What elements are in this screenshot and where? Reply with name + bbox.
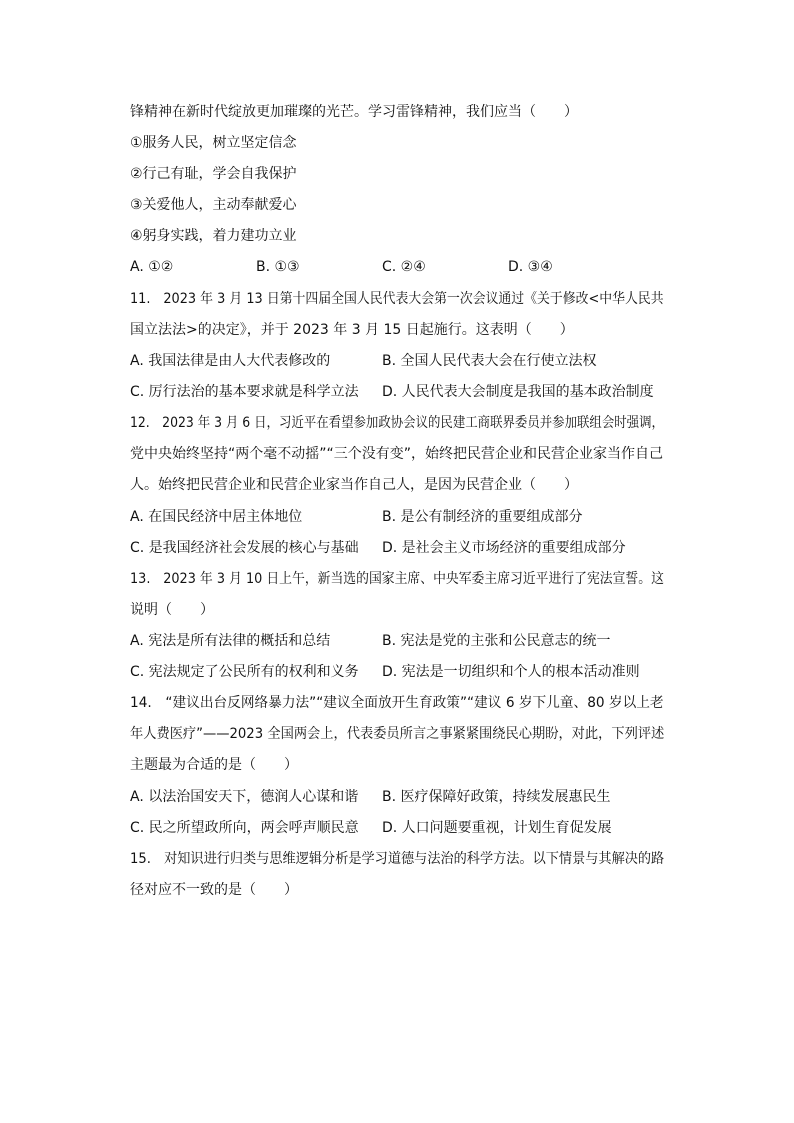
question-12-stem-line-2: 党中央始终坚持“两个毫不动摇”“三个没有变”，始终把民营企业和民营企业家当作自己 — [130, 446, 664, 462]
question-13-option-c: C. 宪法规定了公民所有的权利和义务 — [130, 664, 359, 680]
question-14-option-c: C. 民之所望政所向，两会呼声顺民意 — [130, 820, 359, 836]
question-11-option-a: A. 我国法律是由人大代表修改的 — [130, 353, 331, 369]
question-13-stem-line-2: 说明（ ） — [130, 602, 214, 618]
question-12-stem-line-1: 12. 2023 年 3 月 6 日，习近平在看望参加政协会议的民建工商联界委员并参加联组会时强调， — [130, 415, 664, 431]
question-14-option-a: A. 以法治国安天下，德润人心谋和谐 — [130, 789, 359, 805]
question-11-stem-line-1: 11. 2023 年 3 月 13 日第十四届全国人民代表大会第一次会议通过《关于修改<中华人民共 — [130, 291, 664, 307]
question-14-option-b: B. 医疗保障好政策，持续发展惠民生 — [382, 789, 611, 805]
question-12-stem-line-3: 人。始终把民营企业和民营企业家当作自己人，是因为民营企业（ ） — [130, 477, 578, 493]
question-13-stem-line-1: 13. 2023 年 3 月 10 日上午，新当选的国家主席、中央军委主席习近平进行了宪法宣誓。这 — [130, 571, 664, 587]
question-14-stem-line-1: 14. “建议出台反网络暴力法”“建议全面放开生育政策”“建议 6 岁下儿童、80 岁以上老 — [130, 695, 664, 711]
question-13-option-d: D. 宪法是一切组织和个人的根本活动准则 — [382, 664, 640, 680]
question-10-item-3: ③关爱他人，主动奉献爱心 — [130, 197, 297, 213]
question-13-option-b: B. 宪法是党的主张和公民意志的统一 — [382, 633, 611, 649]
question-10-item-4: ④躬身实践，着力建功立业 — [130, 228, 297, 244]
question-12-option-a: A. 在国民经济中居主体地位 — [130, 509, 303, 525]
question-10-stem-end: 锋精神在新时代绽放更加璀璨的光芒。学习雷锋精神，我们应当（ ） — [130, 104, 578, 120]
question-14-stem-line-3: 主题最为合适的是（ ） — [130, 757, 298, 773]
question-10-option-d: D. ③④ — [508, 259, 553, 275]
question-12-option-d: D. 是社会主义市场经济的重要组成部分 — [382, 540, 626, 556]
question-10-item-2: ②行己有耻，学会自我保护 — [130, 166, 297, 182]
question-14-stem-line-2: 年人费医疗”——2023 全国两会上，代表委员所言之事紧紧围绕民心期盼，对此，下列评述 — [130, 726, 665, 742]
question-15-stem-line-1: 15. 对知识进行归类与思维逻辑分析是学习道德与法治的科学方法。以下情景与其解决的路 — [130, 851, 665, 867]
question-10-option-a: A. ①② — [130, 259, 174, 275]
question-11-option-b: B. 全国人民代表大会在行使立法权 — [382, 353, 597, 369]
question-11-stem-line-2: 国立法法>的决定》，并于 2023 年 3 月 15 日起施行。这表明（ ） — [130, 322, 574, 338]
question-13-option-a: A. 宪法是所有法律的概括和总结 — [130, 633, 331, 649]
question-11-option-d: D. 人民代表大会制度是我国的基本政治制度 — [382, 384, 654, 400]
question-10-option-c: C. ②④ — [382, 259, 426, 275]
question-10-option-b: B. ①③ — [256, 259, 300, 275]
question-11-option-c: C. 厉行法治的基本要求就是科学立法 — [130, 384, 359, 400]
question-12-option-c: C. 是我国经济社会发展的核心与基础 — [130, 540, 359, 556]
question-12-option-b: B. 是公有制经济的重要组成部分 — [382, 509, 583, 525]
question-10-item-1: ①服务人民，树立坚定信念 — [130, 135, 297, 151]
question-14-option-d: D. 人口问题要重视，计划生育促发展 — [382, 820, 612, 836]
question-15-stem-line-2: 径对应不一致的是（ ） — [130, 882, 298, 898]
